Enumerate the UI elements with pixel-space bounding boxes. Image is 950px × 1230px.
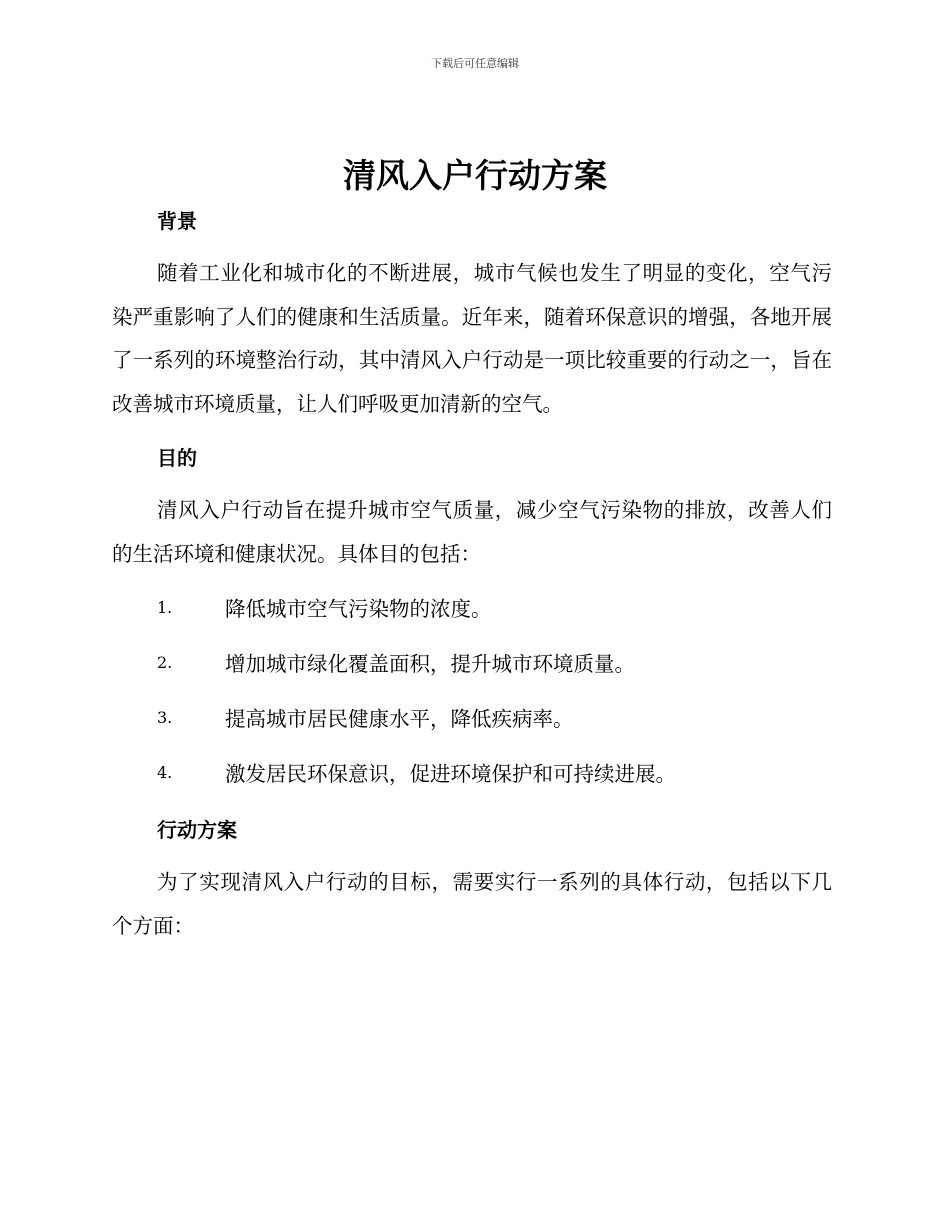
list-item-text: 增加城市绿化覆盖面积，提升城市环境质量。 <box>225 652 635 676</box>
paragraph-purpose: 清风入户行动旨在提升城市空气质量，减少空气污染物的排放，改善人们的生活环境和健康状况。具体目的包括： <box>112 498 832 566</box>
list-item-text: 激发居民环保意识，促进环境保护和可持续进展。 <box>225 762 676 786</box>
list-item-number: 1. <box>157 597 173 617</box>
list-item-number: 3. <box>157 707 173 727</box>
list-item <box>157 702 574 732</box>
list-item <box>157 647 635 677</box>
section-heading-background: 背景 <box>157 209 197 233</box>
paragraph-background: 随着工业化和城市化的不断进展，城市气候也发生了明显的变化，空气污染严重影响了人们的健康和生活质量。近年来，随着环保意识的增强，各地开展了一系列的环境整治行动，其中清风入户行动是一项比较重要的行动之一，旨在改善城市环境质量，让人们呼吸更加清新的空气。 <box>112 261 832 416</box>
document-title: 清风入户行动方案 <box>343 156 607 195</box>
paragraph-action-plan: 为了实现清风入户行动的目标，需要实行一系列的具体行动，包括以下几个方面： <box>112 870 832 938</box>
list-item-text: 提高城市居民健康水平，降低疾病率。 <box>225 707 574 731</box>
list-item-number: 2. <box>157 652 173 672</box>
section-heading-action-plan: 行动方案 <box>157 818 237 842</box>
list-item <box>157 592 492 622</box>
list-item-text: 降低城市空气污染物的浓度。 <box>225 597 492 621</box>
section-heading-purpose: 目的 <box>157 446 197 470</box>
list-item-number: 4. <box>157 762 173 782</box>
header-note: 下载后可任意编辑 <box>431 57 519 70</box>
list-item <box>157 757 676 787</box>
